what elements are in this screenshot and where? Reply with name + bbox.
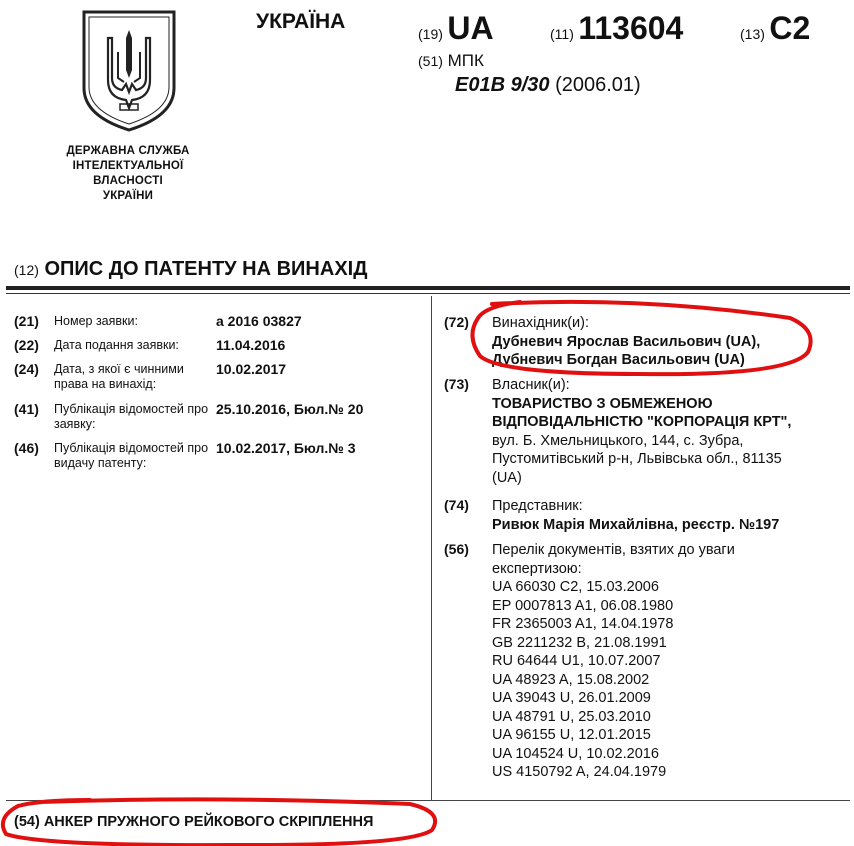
reference-doc: EP 0007813 A1, 06.08.1980 [492,597,674,614]
office-line: ВЛАСНОСТІ [93,175,163,187]
reference-doc: UA 39043 U, 26.01.2009 [492,690,651,706]
ipc-version: (2006.01) [555,74,641,96]
field-label: Дата, з якої є чинними права на винахід: [54,362,184,391]
inid-code-19: (19) [418,26,443,42]
inid-code-12: (12) [14,262,39,278]
references-label: експертизою: [492,560,582,577]
references-label: Перелік документів, взятих до уваги [492,542,735,558]
owner-name-line: ВІДПОВІДАЛЬНІСТЮ "КОРПОРАЦІЯ КРТ", [492,414,792,430]
inid-code-13: (13) [740,26,765,42]
inventors-label: Винахідник(и): [492,315,590,331]
field-value: 11.04.2016 [216,337,286,353]
header-divider [6,286,850,290]
office-line: УКРАЇНИ [102,190,154,202]
office-line: ІНТЕЛЕКТУАЛЬНОЇ [72,160,184,172]
inventor-name: Дубневич Ярослав Васильович (UA), [492,333,761,350]
reference-doc: RU 64644 U1, 10.07.2007 [492,653,661,669]
reference-doc: UA 48923 A, 15.08.2002 [492,671,650,688]
country-code: UA [447,10,494,46]
ipc-class: E01B 9/30 [455,74,550,96]
owner-label: Власник(и): [492,377,570,393]
document-title-text: ОПИС ДО ПАТЕНТУ НА ВИНАХІД [44,258,368,280]
owner-address-line: (UA) [492,469,522,486]
office-line: ДЕРЖАВНА СЛУЖБА [66,145,190,157]
document-title [14,258,367,281]
field-value: 10.02.2017 [216,361,287,377]
footer-divider [6,800,850,801]
inid-code: (46) [14,440,39,456]
patent-office-name [40,144,216,204]
inid-code: (22) [14,337,39,353]
owner-address-line: вул. Б. Хмельницького, 144, с. Зубра, [492,432,744,449]
owner-address-line: Пустомитівський р-н, Львівська обл., 81135 [492,451,782,467]
reference-doc: US 4150792 A, 24.04.1979 [492,764,667,780]
reference-doc: GB 2211232 B, 21.08.1991 [492,634,667,651]
kind-code-field [740,10,810,47]
inid-code: (41) [14,401,39,417]
inid-code-51: (51) [418,53,443,69]
field-value: а 2016 03827 [216,313,302,329]
inid-code: (56) [444,541,469,557]
reference-doc: UA 96155 U, 12.01.2015 [492,727,651,743]
patent-number: 113604 [578,10,684,46]
inid-code-54: (54) [14,814,40,830]
trident-coat-of-arms-icon [80,8,178,134]
invention-title [14,814,373,830]
reference-doc: UA 104524 U, 10.02.2016 [492,745,659,762]
patent-number-field [550,10,683,47]
field-label: Дата подання заявки: [54,338,179,352]
representative-label: Представник: [492,498,583,514]
inid-code: (72) [444,314,469,330]
header-divider-thin [6,293,850,294]
field-label: Номер заявки: [54,314,138,328]
ipc-classification [455,74,641,97]
reference-doc: UA 48791 U, 25.03.2010 [492,708,651,725]
field-value: 25.10.2016, Бюл.№ 20 [216,401,364,417]
inventor-name: Дубневич Богдан Васильович (UA) [492,352,745,368]
kind-code: C2 [769,10,811,46]
field-label: Публікація відомостей про видачу патенту: [54,441,209,470]
mpk-label: МПК [447,51,484,70]
invention-title-text: АНКЕР ПРУЖНОГО РЕЙКОВОГО СКРІПЛЕННЯ [43,814,374,830]
reference-doc: UA 66030 C2, 15.03.2006 [492,579,659,595]
ipc-label-field [418,51,484,71]
country-code-field [418,10,494,47]
inid-code-11: (11) [550,26,574,42]
owner-name-line: ТОВАРИСТВО З ОБМЕЖЕНОЮ [492,395,713,412]
inid-code: (73) [444,376,469,392]
inid-code: (24) [14,361,39,377]
inid-code: (74) [444,497,469,513]
country-name: УКРАЇНА [256,10,346,33]
field-label: Публікація відомостей про заявку: [54,402,209,431]
inid-code: (21) [14,313,39,329]
representative-name: Ривюк Марія Михайлівна, реєстр. №197 [492,516,780,533]
field-value: 10.02.2017, Бюл.№ 3 [216,440,356,456]
reference-doc: FR 2365003 A1, 14.04.1978 [492,616,674,632]
column-divider [431,296,432,800]
